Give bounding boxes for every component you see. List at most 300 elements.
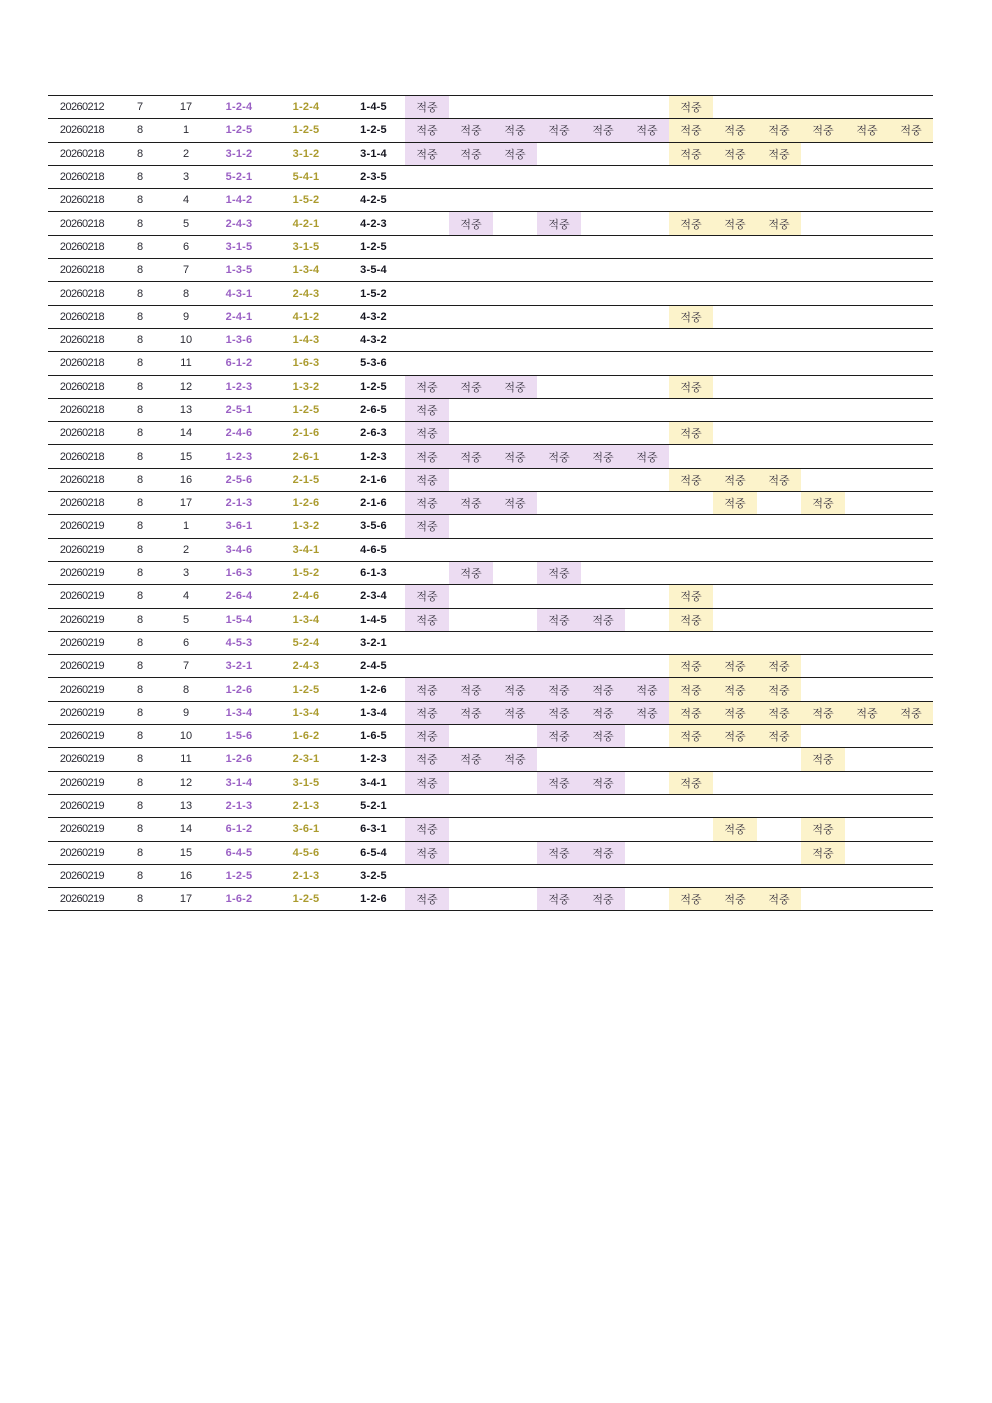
hit-badge-yellow: 적중 <box>757 888 801 911</box>
empty-cell <box>801 655 845 678</box>
date-cell: 20260219 <box>59 520 105 533</box>
hit-badge-purple: 적중 <box>581 701 625 724</box>
pick3-cell: 4-2-5 <box>360 194 387 207</box>
seq-cell: 17 <box>179 893 193 906</box>
hit-badge-purple: 적중 <box>449 119 493 142</box>
empty-cell <box>625 212 669 235</box>
pick2-cell: 1-2-5 <box>292 893 320 906</box>
empty-cell <box>845 96 889 119</box>
empty-cell <box>493 725 537 748</box>
empty-cell <box>889 818 933 841</box>
empty-cell <box>669 328 713 351</box>
date-cell: 20260218 <box>59 404 105 416</box>
pick2-cell: 2-1-3 <box>292 869 320 882</box>
empty-cell <box>757 794 801 817</box>
date-cell: 20260218 <box>59 357 105 370</box>
empty-cell <box>801 282 845 305</box>
empty-cell <box>625 235 669 258</box>
empty-cell <box>537 375 581 398</box>
pick2-cell: 1-6-2 <box>292 730 320 743</box>
empty-cell <box>757 771 801 794</box>
empty-cell <box>669 398 713 421</box>
table-row <box>48 282 933 305</box>
round-cell: 8 <box>136 636 144 649</box>
empty-cell <box>625 608 669 631</box>
empty-cell <box>669 538 713 561</box>
hit-badge-yellow: 적중 <box>669 608 713 631</box>
seq-cell: 16 <box>179 869 193 882</box>
pick2-cell: 1-3-4 <box>292 706 320 719</box>
empty-cell <box>581 352 625 375</box>
empty-cell <box>801 352 845 375</box>
empty-cell <box>449 888 493 911</box>
pick2-cell: 4-5-6 <box>292 846 320 859</box>
empty-cell <box>801 725 845 748</box>
hit-badge-purple: 적중 <box>405 608 449 631</box>
pick1-cell: 4-3-1 <box>225 287 253 300</box>
empty-cell <box>581 585 625 608</box>
hit-badge-purple: 적중 <box>625 445 669 468</box>
empty-cell <box>757 841 801 864</box>
seq-cell: 17 <box>179 101 193 114</box>
hit-badge-purple: 적중 <box>581 725 625 748</box>
seq-cell: 10 <box>179 730 193 743</box>
hit-badge-yellow: 적중 <box>845 119 889 142</box>
empty-cell <box>845 328 889 351</box>
table-row <box>48 771 933 794</box>
empty-cell <box>537 631 581 654</box>
seq-cell: 14 <box>179 427 193 440</box>
empty-cell <box>889 422 933 445</box>
empty-cell <box>581 631 625 654</box>
date-cell: 20260219 <box>59 590 105 603</box>
hit-badge-yellow: 적중 <box>669 142 713 165</box>
empty-cell <box>581 96 625 119</box>
hit-badge-purple: 적중 <box>493 748 537 771</box>
round-cell: 8 <box>136 846 144 859</box>
empty-cell <box>889 398 933 421</box>
round-cell: 8 <box>136 194 144 207</box>
empty-cell <box>625 748 669 771</box>
empty-cell <box>713 538 757 561</box>
hit-badge-purple: 적중 <box>405 142 449 165</box>
pick1-cell: 1-5-4 <box>225 613 253 626</box>
empty-cell <box>625 422 669 445</box>
empty-cell <box>625 725 669 748</box>
empty-cell <box>757 282 801 305</box>
empty-cell <box>889 794 933 817</box>
empty-cell <box>845 608 889 631</box>
pick3-cell: 4-2-3 <box>360 217 387 230</box>
seq-cell: 12 <box>179 380 193 393</box>
empty-cell <box>537 422 581 445</box>
pick3-cell: 3-1-4 <box>360 147 387 160</box>
empty-cell <box>625 282 669 305</box>
date-cell: 20260218 <box>59 194 105 207</box>
empty-cell <box>449 398 493 421</box>
hit-badge-purple: 적중 <box>405 119 449 142</box>
empty-cell <box>493 515 537 538</box>
empty-cell <box>405 328 449 351</box>
empty-cell <box>889 585 933 608</box>
date-cell: 20260219 <box>59 706 105 719</box>
empty-cell <box>757 748 801 771</box>
round-cell: 8 <box>136 357 144 370</box>
empty-cell <box>493 328 537 351</box>
hit-badge-purple: 적중 <box>405 678 449 701</box>
empty-cell <box>581 165 625 188</box>
empty-cell <box>493 631 537 654</box>
hit-badge-yellow: 적중 <box>669 305 713 328</box>
empty-cell <box>405 631 449 654</box>
date-cell: 20260219 <box>59 613 105 626</box>
hit-badge-purple: 적중 <box>449 492 493 515</box>
date-cell: 20260212 <box>59 101 105 114</box>
seq-cell: 8 <box>182 287 190 300</box>
empty-cell <box>757 259 801 282</box>
hit-badge-purple: 적중 <box>405 841 449 864</box>
round-cell: 8 <box>136 217 144 230</box>
empty-cell <box>449 235 493 258</box>
hit-badge-yellow: 적중 <box>757 142 801 165</box>
empty-cell <box>713 748 757 771</box>
empty-cell <box>493 794 537 817</box>
empty-cell <box>581 818 625 841</box>
empty-cell <box>493 468 537 491</box>
empty-cell <box>757 538 801 561</box>
table-row <box>48 748 933 771</box>
pick1-cell: 1-4-2 <box>225 194 253 207</box>
pick1-cell: 1-2-6 <box>225 753 253 766</box>
empty-cell <box>625 328 669 351</box>
empty-cell <box>757 445 801 468</box>
hit-badge-purple: 적중 <box>493 678 537 701</box>
empty-cell <box>757 864 801 887</box>
hit-badge-purple: 적중 <box>537 678 581 701</box>
empty-cell <box>581 142 625 165</box>
date-cell: 20260219 <box>59 636 105 649</box>
hit-badge-yellow: 적중 <box>669 212 713 235</box>
empty-cell <box>713 328 757 351</box>
empty-cell <box>801 608 845 631</box>
pick1-cell: 1-2-3 <box>225 450 253 463</box>
empty-cell <box>537 655 581 678</box>
empty-cell <box>449 515 493 538</box>
table-row <box>48 678 933 701</box>
pick3-cell: 1-6-5 <box>360 730 387 743</box>
pick1-cell: 2-5-1 <box>225 404 253 416</box>
pick1-cell: 1-6-3 <box>225 567 253 580</box>
hit-badge-yellow: 적중 <box>713 492 757 515</box>
hit-badge-yellow: 적중 <box>713 888 757 911</box>
seq-cell: 4 <box>182 194 190 207</box>
pick1-cell: 6-1-2 <box>225 823 253 836</box>
empty-cell <box>801 259 845 282</box>
pick1-cell: 2-4-6 <box>225 427 253 440</box>
hit-badge-purple: 적중 <box>449 142 493 165</box>
empty-cell <box>449 305 493 328</box>
pick2-cell: 1-3-2 <box>292 520 320 533</box>
hit-badge-purple: 적중 <box>405 445 449 468</box>
seq-cell: 1 <box>182 520 190 533</box>
empty-cell <box>801 328 845 351</box>
pick1-cell: 3-1-5 <box>225 240 253 253</box>
hit-badge-purple: 적중 <box>493 375 537 398</box>
pick2-cell: 1-2-6 <box>292 497 320 510</box>
round-cell: 8 <box>136 543 144 556</box>
table-row <box>48 631 933 654</box>
empty-cell <box>845 422 889 445</box>
empty-cell <box>449 725 493 748</box>
pick3-cell: 2-4-5 <box>360 660 387 673</box>
empty-cell <box>889 678 933 701</box>
empty-cell <box>493 561 537 584</box>
empty-cell <box>449 608 493 631</box>
empty-cell <box>449 96 493 119</box>
empty-cell <box>493 655 537 678</box>
hit-badge-purple: 적중 <box>625 701 669 724</box>
empty-cell <box>493 841 537 864</box>
empty-cell <box>669 631 713 654</box>
empty-cell <box>713 235 757 258</box>
empty-cell <box>581 468 625 491</box>
pick3-cell: 3-4-1 <box>360 776 387 789</box>
empty-cell <box>713 398 757 421</box>
empty-cell <box>889 888 933 911</box>
hit-badge-purple: 적중 <box>405 701 449 724</box>
round-cell: 8 <box>136 776 144 789</box>
pick3-cell: 6-3-1 <box>360 823 387 836</box>
empty-cell <box>757 375 801 398</box>
empty-cell <box>537 585 581 608</box>
round-cell: 8 <box>136 893 144 906</box>
empty-cell <box>581 235 625 258</box>
pick3-cell: 2-3-5 <box>360 171 387 184</box>
empty-cell <box>669 445 713 468</box>
empty-cell <box>757 352 801 375</box>
hit-badge-purple: 적중 <box>581 771 625 794</box>
empty-cell <box>757 561 801 584</box>
empty-cell <box>493 259 537 282</box>
empty-cell <box>889 608 933 631</box>
empty-cell <box>449 328 493 351</box>
pick3-cell: 6-5-4 <box>360 846 387 859</box>
seq-cell: 15 <box>179 846 193 859</box>
empty-cell <box>757 96 801 119</box>
empty-cell <box>581 748 625 771</box>
empty-cell <box>669 235 713 258</box>
empty-cell <box>889 352 933 375</box>
empty-cell <box>801 468 845 491</box>
pick2-cell: 5-2-4 <box>292 636 320 649</box>
hit-badge-purple: 적중 <box>405 492 449 515</box>
hit-badge-purple: 적중 <box>449 212 493 235</box>
pick1-cell: 1-2-5 <box>225 124 253 137</box>
empty-cell <box>801 864 845 887</box>
empty-cell <box>845 818 889 841</box>
pick3-cell: 6-1-3 <box>360 567 387 580</box>
hit-badge-yellow: 적중 <box>669 725 713 748</box>
hit-badge-yellow: 적중 <box>713 701 757 724</box>
empty-cell <box>669 282 713 305</box>
empty-cell <box>405 235 449 258</box>
seq-cell: 1 <box>182 124 190 137</box>
empty-cell <box>889 282 933 305</box>
pick3-cell: 1-2-5 <box>360 124 387 137</box>
table-row <box>48 515 933 538</box>
empty-cell <box>845 515 889 538</box>
pick3-cell: 5-3-6 <box>360 357 387 370</box>
empty-cell <box>405 538 449 561</box>
empty-cell <box>845 841 889 864</box>
hit-badge-purple: 적중 <box>449 445 493 468</box>
pick2-cell: 3-4-1 <box>292 543 320 556</box>
pick2-cell: 2-4-3 <box>292 287 320 300</box>
empty-cell <box>889 538 933 561</box>
seq-cell: 6 <box>182 240 190 253</box>
hit-badge-yellow: 적중 <box>801 119 845 142</box>
empty-cell <box>845 398 889 421</box>
empty-cell <box>889 468 933 491</box>
seq-cell: 5 <box>182 217 190 230</box>
hit-badge-yellow: 적중 <box>757 655 801 678</box>
hit-badge-yellow: 적중 <box>669 96 713 119</box>
seq-cell: 14 <box>179 823 193 836</box>
empty-cell <box>405 282 449 305</box>
empty-cell <box>625 818 669 841</box>
empty-cell <box>537 235 581 258</box>
date-cell: 20260219 <box>59 660 105 673</box>
empty-cell <box>537 398 581 421</box>
empty-cell <box>889 725 933 748</box>
empty-cell <box>537 515 581 538</box>
hit-badge-yellow: 적중 <box>669 771 713 794</box>
pick1-cell: 1-6-2 <box>225 893 253 906</box>
empty-cell <box>493 96 537 119</box>
empty-cell <box>713 794 757 817</box>
empty-cell <box>801 538 845 561</box>
pick2-cell: 1-5-2 <box>292 567 320 580</box>
empty-cell <box>625 771 669 794</box>
table-row <box>48 165 933 188</box>
empty-cell <box>581 328 625 351</box>
table-row <box>48 305 933 328</box>
empty-cell <box>713 165 757 188</box>
seq-cell: 13 <box>179 800 193 813</box>
pick3-cell: 2-1-6 <box>360 473 387 486</box>
empty-cell <box>845 771 889 794</box>
empty-cell <box>537 352 581 375</box>
empty-cell <box>669 818 713 841</box>
date-cell: 20260219 <box>59 800 105 813</box>
hit-badge-purple: 적중 <box>493 701 537 724</box>
hit-badge-yellow: 적중 <box>757 119 801 142</box>
table-row <box>48 445 933 468</box>
pick3-cell: 3-2-5 <box>360 869 387 882</box>
pick1-cell: 3-2-1 <box>225 660 253 673</box>
empty-cell <box>625 585 669 608</box>
empty-cell <box>757 235 801 258</box>
empty-cell <box>713 515 757 538</box>
empty-cell <box>713 585 757 608</box>
empty-cell <box>625 352 669 375</box>
pick1-cell: 1-3-6 <box>225 334 253 347</box>
hit-badge-purple: 적중 <box>537 701 581 724</box>
pick1-cell: 2-6-4 <box>225 590 253 603</box>
empty-cell <box>493 422 537 445</box>
table-row <box>48 794 933 817</box>
empty-cell <box>449 468 493 491</box>
round-cell: 8 <box>136 753 144 766</box>
empty-cell <box>801 515 845 538</box>
pick2-cell: 1-2-5 <box>292 124 320 137</box>
hit-badge-purple: 적중 <box>537 561 581 584</box>
date-cell: 20260219 <box>59 543 105 556</box>
empty-cell <box>845 631 889 654</box>
seq-cell: 12 <box>179 776 193 789</box>
empty-cell <box>537 165 581 188</box>
hit-badge-purple: 적중 <box>493 492 537 515</box>
empty-cell <box>713 259 757 282</box>
date-cell: 20260219 <box>59 869 105 882</box>
empty-cell <box>449 841 493 864</box>
date-cell: 20260219 <box>59 846 105 859</box>
empty-cell <box>801 305 845 328</box>
empty-cell <box>625 468 669 491</box>
pick2-cell: 5-4-1 <box>292 171 320 184</box>
hit-badge-purple: 적중 <box>449 561 493 584</box>
empty-cell <box>801 794 845 817</box>
table-row <box>48 655 933 678</box>
empty-cell <box>581 538 625 561</box>
hit-badge-purple: 적중 <box>493 445 537 468</box>
empty-cell <box>889 841 933 864</box>
empty-cell <box>669 794 713 817</box>
hit-badge-yellow: 적중 <box>801 492 845 515</box>
round-cell: 7 <box>136 101 144 114</box>
seq-cell: 2 <box>182 543 190 556</box>
pick3-cell: 2-6-5 <box>360 404 387 416</box>
pick1-cell: 2-4-1 <box>225 310 253 323</box>
empty-cell <box>493 818 537 841</box>
empty-cell <box>493 888 537 911</box>
empty-cell <box>801 678 845 701</box>
round-cell: 8 <box>136 613 144 626</box>
empty-cell <box>889 212 933 235</box>
empty-cell <box>801 235 845 258</box>
empty-cell <box>713 631 757 654</box>
empty-cell <box>845 189 889 212</box>
hit-badge-yellow: 적중 <box>713 725 757 748</box>
pick1-cell: 5-2-1 <box>225 171 253 184</box>
round-cell: 8 <box>136 497 144 510</box>
empty-cell <box>625 259 669 282</box>
empty-cell <box>757 608 801 631</box>
table-row <box>48 468 933 491</box>
hit-badge-yellow: 적중 <box>669 422 713 445</box>
round-cell: 8 <box>136 590 144 603</box>
seq-cell: 9 <box>182 310 190 323</box>
empty-cell <box>757 165 801 188</box>
empty-cell <box>757 492 801 515</box>
pick2-cell: 1-3-4 <box>292 613 320 626</box>
empty-cell <box>801 422 845 445</box>
empty-cell <box>581 864 625 887</box>
empty-cell <box>845 492 889 515</box>
seq-cell: 7 <box>182 660 190 673</box>
table-row <box>48 841 933 864</box>
pick1-cell: 1-2-4 <box>225 101 253 114</box>
